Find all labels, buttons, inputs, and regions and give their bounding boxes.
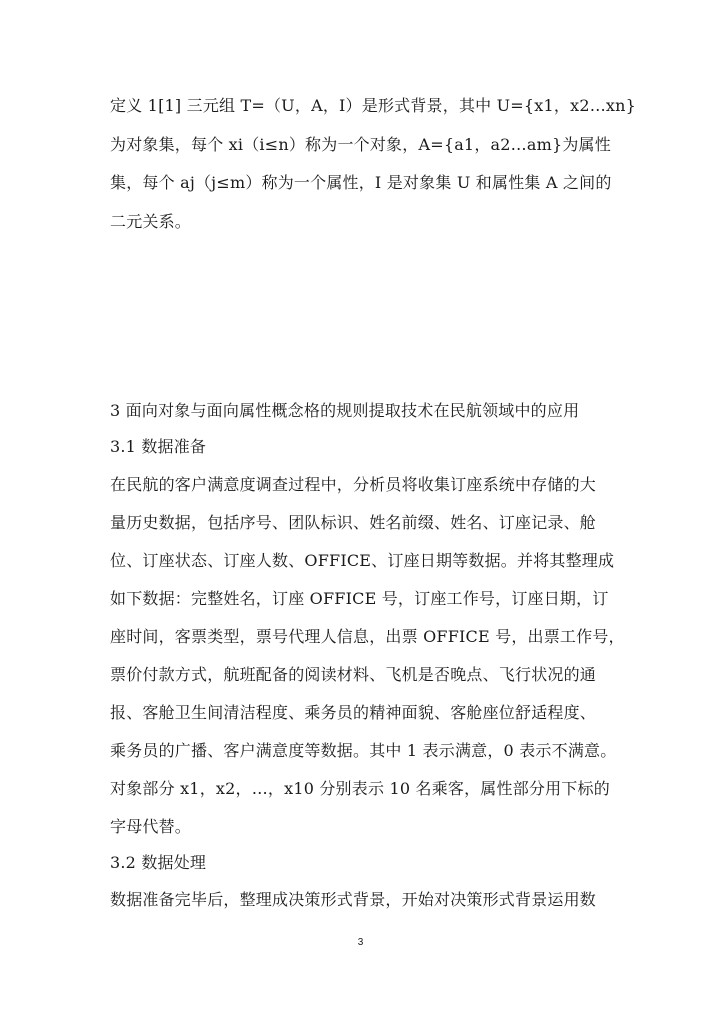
- section-3-1-heading: 3.1 数据准备: [110, 437, 207, 456]
- definition-line-1: 定义 1[1] 三元组 T=（U，A，I）是形式背景，其中 U={x1，x2…xn}: [110, 96, 637, 115]
- page-number: 3: [357, 937, 364, 948]
- paragraph-line: 乘务员的广播、客户满意度等数据。其中 1 表示满意，0 表示不满意。: [110, 741, 617, 760]
- section-3-heading: 3 面向对象与面向属性概念格的规则提取技术在民航领域中的应用: [110, 401, 580, 420]
- definition-line-3: 集，每个 aj（j≤m）称为一个属性，I 是对象集 U 和属性集 A 之间的: [110, 173, 612, 192]
- definition-line-4: 二元关系。: [110, 212, 192, 231]
- paragraph-line: 在民航的客户满意度调查过程中，分析员将收集订座系统中存储的大: [110, 475, 597, 494]
- paragraph-line: 如下数据：完整姓名，订座 OFFICE 号，订座工作号，订座日期，订: [110, 589, 609, 608]
- paragraph-line: 量历史数据，包括序号、团队标识、姓名前缀、姓名、订座记录、舱: [110, 513, 597, 532]
- paragraph-line: 对象部分 x1，x2，…，x10 分别表示 10 名乘客，属性部分用下标的: [110, 779, 610, 798]
- paragraph-line: 报、客舱卫生间清洁程度、乘务员的精神面貌、客舱座位舒适程度、: [110, 703, 597, 722]
- paragraph-line: 字母代替。: [110, 817, 192, 836]
- paragraph-line: 票价付款方式，航班配备的阅读材料、飞机是否晚点、飞行状况的通: [110, 665, 597, 684]
- paragraph-line: 数据准备完毕后，整理成决策形式背景，开始对决策形式背景运用数: [110, 890, 597, 909]
- section-3-2-heading: 3.2 数据处理: [110, 853, 207, 872]
- definition-line-2: 为对象集，每个 xi（i≤n）称为一个对象，A={a1，a2…am}为属性: [110, 135, 611, 154]
- paragraph-line: 位、订座状态、订座人数、OFFICE、订座日期等数据。并将其整理成: [110, 551, 615, 570]
- paragraph-line: 座时间，客票类型，票号代理人信息，出票 OFFICE 号，出票工作号，: [110, 627, 625, 646]
